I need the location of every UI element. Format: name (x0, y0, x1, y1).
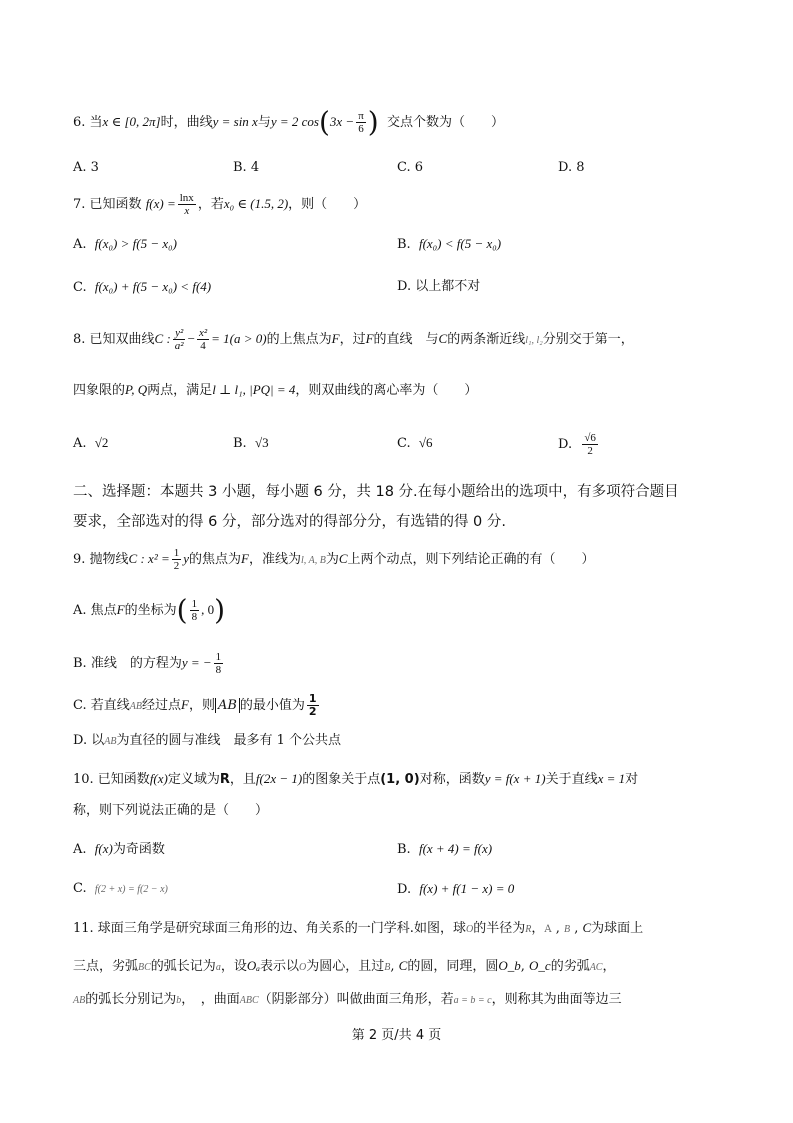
q11-point-a: A (544, 924, 552, 935)
option-text: 为奇函数 (112, 842, 165, 857)
option-text: √3 (254, 435, 269, 450)
q7-func: f(x) = (145, 196, 176, 211)
q11-text: 11. 球面三角学是研究球面三角形的边、角关系的一门学科.如图，球 (73, 921, 466, 936)
q8-text2: ，过 (339, 332, 366, 347)
q9-equation: C : x² = (128, 551, 170, 566)
frac-num: 1 (191, 598, 198, 610)
q11-text4: 表示以 (260, 959, 300, 974)
q6-curve1: y = sin x (212, 114, 258, 129)
q6-condition: x ∈ [0, 2π] (102, 114, 161, 129)
option-label: B. (233, 436, 247, 451)
q8-frac-y (173, 327, 186, 352)
frac-den: 8 (215, 664, 222, 676)
q8-curve: C (438, 331, 448, 346)
frac-den: 2 (173, 560, 180, 572)
q6-tail: 交点个数为（ ） (386, 115, 504, 130)
q11-var-b: b (176, 995, 182, 1006)
q11-stem-line2: 三点，劣弧BC的弧长记为a，设Oₐ表示以O为圆心，且过B, C的圆，同理，圆O_b, O_c的劣弧AC， (73, 958, 616, 974)
q10-option-d (397, 878, 514, 901)
q8-equation: = 1(a > 0) (211, 331, 267, 346)
q10-text3: 的图象关于点 (302, 772, 381, 787)
q8-option-d-fraction (582, 432, 598, 457)
q11-text5: 为圆心，且过 (306, 959, 385, 974)
q8-focus2: F (365, 331, 374, 346)
paren-open: ( (176, 593, 188, 627)
option-text: √2 (94, 435, 109, 450)
q7-option-a (73, 233, 177, 256)
q8-focus: F (331, 331, 340, 346)
q6-stem (73, 105, 504, 139)
option-text2: 为直径的圆与准线 最多有 1 个公共点 (116, 733, 341, 748)
q8-curve-name: C : (154, 331, 171, 346)
q6-frac-num: π (358, 110, 364, 122)
q8-points: P, Q (125, 382, 148, 397)
option-label: C. (397, 436, 411, 451)
q11-text3: ，设 (220, 959, 247, 974)
page-footer: 第 2 页/共 4 页 (351, 1028, 442, 1043)
q10-text5: 关于直线 (545, 772, 598, 787)
option-text: f(x) + f(1 − x) = 0 (419, 881, 515, 896)
option-tail: , 0 (201, 602, 215, 617)
q7-frac-den: x (184, 205, 190, 217)
q10-stem (73, 768, 638, 791)
option-text: A. 焦点 (73, 603, 117, 618)
q8-text4: 的两条渐近线 (447, 332, 526, 347)
q8-asymptotes: l₁, l₂ (525, 335, 543, 346)
q11-text7: 的劣弧 (550, 959, 590, 974)
q9-text2: ，准线为 (249, 552, 302, 567)
frac-den: 8 (191, 611, 198, 623)
q11-var-a: a (215, 962, 221, 973)
q8-stem-line2 (73, 379, 477, 402)
frac-num: 1 (308, 692, 317, 705)
q8-stem (73, 327, 634, 352)
paren-close: ) (214, 593, 225, 627)
q9-var-y: y (183, 551, 190, 566)
q11-circle-a: Oₐ (246, 958, 261, 973)
q6-option-c: C. 6 (397, 160, 424, 175)
q9-option-d (73, 730, 341, 753)
q11-point-c: C (582, 920, 592, 935)
option-label: B. (397, 237, 411, 252)
q6-option-d: D. 8 (558, 160, 585, 175)
q11-sep: ， (531, 921, 545, 936)
q11-text2: ， ，曲面 (181, 992, 240, 1007)
q10-number: 10. 已知函数 (73, 772, 150, 787)
q10-option-a (73, 838, 165, 861)
option-text: f(x₀) + f(5 − x₀) < f(4) (94, 279, 212, 294)
q9-option-c (73, 693, 321, 718)
q10-text2: ，且 (229, 772, 256, 787)
q7-option-c (73, 276, 211, 299)
frac-num: 1 (215, 651, 222, 663)
q11-arc-bc: BC (138, 962, 151, 973)
q10-func: f(x) (149, 771, 168, 786)
q11-text: 三点，劣弧 (73, 959, 139, 974)
q8-text: 的上焦点为 (266, 332, 332, 347)
q10-stem-line2: 称，则下列说法正确的是（ ） (73, 803, 269, 818)
q8-option-c (397, 432, 433, 455)
q8-option-d (558, 432, 600, 457)
q11-text3: （阴影部分）叫做曲面三角形，若 (258, 992, 454, 1007)
q9-stem (73, 547, 595, 572)
q7-text: ，若 (197, 197, 224, 212)
frac-den: 2 (587, 445, 593, 457)
option-label: D. (397, 882, 412, 897)
q10-f2x: f(2x − 1) (255, 771, 303, 786)
option-label: A. (73, 436, 87, 451)
option-var: AB (104, 736, 117, 747)
option-text: f(x + 4) = f(x) (418, 841, 493, 856)
q8-text3: 的直线 与 (373, 332, 439, 347)
q7-condition: x₀ ∈ (1.5, 2) (223, 196, 289, 211)
q7-option-d: D. 以上都不对 (397, 279, 481, 294)
q8-option-a (73, 432, 108, 455)
option-text3: ，则 (188, 698, 215, 713)
option-text: f(x₀) > f(5 − x₀) (94, 236, 177, 251)
q11-arc-ac: AC (589, 962, 603, 973)
frac-num: 1 (173, 547, 180, 559)
q11-point-c: C (398, 958, 408, 973)
q8-frac-y-num: y² (175, 327, 184, 339)
q9-vars: l, A, B (301, 555, 326, 566)
option-text: D. 以 (73, 733, 105, 748)
q11-center: O (299, 962, 307, 973)
q9-text: 的焦点为 (189, 552, 242, 567)
q8-frac-x-den: 4 (200, 340, 206, 352)
q11-surface: ABC (239, 995, 259, 1006)
q11-text: 的弧长分别记为 (85, 992, 177, 1007)
q7-number: 7. 已知函数 (73, 197, 142, 212)
q11-circle-b: O_b (498, 958, 521, 973)
frac-num: √6 (584, 432, 596, 444)
q6-curve2-arg: 3x − (329, 114, 355, 129)
q11-text8: ， (602, 959, 616, 974)
option-text: √6 (418, 435, 433, 450)
option-text2: 经过点 (141, 698, 181, 713)
option-label: A. (73, 842, 87, 857)
q11-point-b: B (384, 962, 391, 973)
q6-text2: 与 (257, 115, 271, 130)
q9-text3: 为 (325, 552, 339, 567)
option-var: f(x) (94, 841, 113, 856)
q10-text4: 对称，函数 (419, 772, 485, 787)
q11-stem-line3 (73, 989, 622, 1012)
option-text: B. 准线 的方程为 (73, 656, 182, 671)
q11-text6: 的圆，同理，圆 (407, 959, 499, 974)
q10-text: 定义域为 (167, 772, 220, 787)
paren-close: ) (367, 105, 379, 139)
q11-arc-ab: AB (73, 995, 86, 1006)
option-text: f(2 + x) = f(2 − x) (94, 884, 168, 895)
option-label: B. (397, 842, 411, 857)
q9-option-b-fraction (214, 651, 224, 676)
q9-option-b (73, 651, 225, 676)
q6-fraction (356, 110, 366, 135)
q10-reals: R (219, 772, 230, 787)
q6-number: 6. 当 (73, 115, 103, 130)
q6-option-b: B. 4 (233, 160, 260, 175)
q9-option-c-fraction (307, 693, 319, 718)
q8-tail: ，则双曲线的离心率为（ ） (295, 383, 478, 398)
q8-condition: l ⊥ l₁, |PQ| = 4 (212, 382, 296, 397)
option-var: F (116, 602, 125, 617)
option-label: A. (73, 237, 87, 252)
q10-line: x = 1 (597, 771, 626, 786)
option-text: f(x₀) < f(5 − x₀) (418, 236, 502, 251)
option-text4: 的最小值为 (239, 698, 305, 713)
q11-equality: a = b = c (453, 995, 492, 1006)
paren-open: ( (318, 105, 330, 139)
option-eq: y = − (181, 655, 212, 670)
minus-sign: − (187, 331, 195, 346)
q9-curve: C (338, 551, 348, 566)
option-var2: F (180, 697, 189, 712)
q8-option-b (233, 432, 269, 455)
q7-stem (73, 192, 366, 217)
q11-text2: 的弧长记为 (150, 959, 216, 974)
q11-center: O (465, 924, 474, 935)
frac-den: 2 (308, 705, 317, 718)
q10-option-c (73, 878, 168, 901)
q8-frac-x-num: x² (198, 327, 208, 339)
q6-text: 时，曲线 (160, 115, 213, 130)
q8-text5: 分别交于第一， (542, 332, 634, 347)
q6-curve2: y = 2 cos (270, 114, 319, 129)
q11-text4: ，则称其为曲面等边三 (491, 992, 622, 1007)
option-label: C. (73, 280, 87, 295)
option-text2: 的坐标为 (124, 603, 177, 618)
q9-option-a-fraction (190, 598, 200, 623)
q11-stem-line1: 11. 球面三角学是研究球面三角形的边、角关系的一门学科.如图，球O的半径为R，A , B , C为球面上 (73, 920, 644, 936)
q8-number: 8. 已知双曲线 (73, 332, 155, 347)
q11-point-b: B (563, 924, 571, 935)
q11-circle-c: O_c (529, 958, 551, 973)
q10-text6: 对 (625, 772, 639, 787)
q9-fraction (172, 547, 182, 572)
q11-radius: R (525, 924, 532, 935)
q10-option-b (397, 838, 492, 861)
section2-line2: 要求，全部选对的得 6 分，部分选对的得部分分，有选错的得 0 分. (73, 514, 506, 530)
q11-text2: 的半径为 (473, 921, 526, 936)
q8-line2-text2: 两点，满足 (147, 383, 213, 398)
q7-fraction (178, 192, 196, 217)
q9-option-a (73, 593, 225, 627)
q8-frac-y-den: a² (174, 340, 184, 352)
option-var: AB (129, 701, 142, 712)
section2-line1: 二、选择题：本题共 3 小题，每小题 6 分，共 18 分.在每小题给出的选项中，有多项符合题目 (73, 484, 679, 500)
q7-option-b (397, 233, 501, 256)
option-label: C. (73, 881, 87, 896)
q9-number: 9. 抛物线 (73, 552, 129, 567)
q7-tail: ，则（ ） (288, 197, 367, 212)
option-label: D. (558, 437, 573, 452)
q9-tail: 上两个动点，则下列结论正确的有（ ） (347, 552, 595, 567)
q11-text3: 为球面上 (591, 921, 644, 936)
q7-frac-num: lnx (179, 192, 194, 204)
q8-frac-x (197, 327, 209, 352)
option-text: C. 若直线 (73, 698, 130, 713)
q9-focus: F (241, 551, 249, 566)
q10-point: (1, 0) (380, 772, 420, 787)
q10-yfx: y = f(x + 1) (484, 771, 546, 786)
q8-line2-text: 四象限的 (73, 383, 126, 398)
q6-option-a: A. 3 (73, 160, 99, 175)
option-abs: AB (215, 698, 240, 713)
q6-frac-den: 6 (358, 123, 364, 135)
